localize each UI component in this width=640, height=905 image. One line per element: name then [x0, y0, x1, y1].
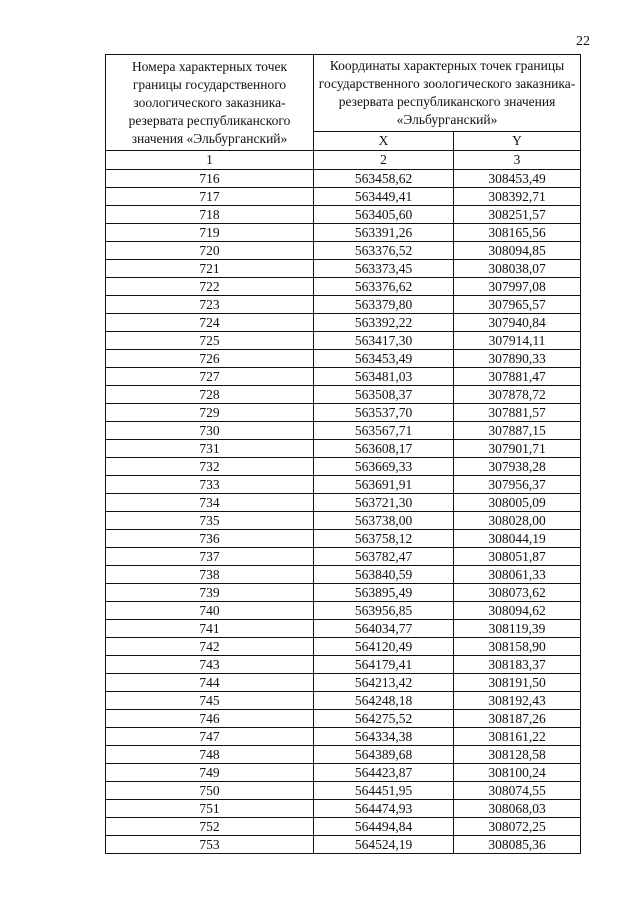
- table-row: [106, 692, 581, 710]
- y-coordinate-cell: 308192,43: [454, 692, 581, 710]
- x-coordinate-cell: 563758,12: [314, 530, 454, 548]
- y-coordinate-cell: 308072,25: [454, 818, 581, 836]
- x-coordinate-cell: 564213,42: [314, 674, 454, 692]
- table-row: [106, 746, 581, 764]
- table-row: [106, 548, 581, 566]
- table-row: [106, 494, 581, 512]
- x-coordinate-cell: 563458,62: [314, 170, 454, 188]
- x-coordinate-cell: 563840,59: [314, 566, 454, 584]
- table-row: [106, 332, 581, 350]
- x-coordinate-cell: 564275,52: [314, 710, 454, 728]
- point-number-cell: 742: [106, 638, 314, 656]
- point-number-cell: 733: [106, 476, 314, 494]
- y-coordinate-cell: 307887,15: [454, 422, 581, 440]
- point-number-cell: 750: [106, 782, 314, 800]
- table-row: [106, 656, 581, 674]
- x-coordinate-cell: 563453,49: [314, 350, 454, 368]
- column-number-2: 2: [314, 151, 454, 170]
- y-coordinate-cell: 308187,26: [454, 710, 581, 728]
- x-coordinate-cell: 563417,30: [314, 332, 454, 350]
- table-row: [106, 458, 581, 476]
- y-coordinate-cell: 307878,72: [454, 386, 581, 404]
- table-row: [106, 800, 581, 818]
- y-coordinate-cell: 308094,62: [454, 602, 581, 620]
- point-number-cell: 735: [106, 512, 314, 530]
- y-coordinate-cell: 308073,62: [454, 584, 581, 602]
- y-coordinate-cell: 307890,33: [454, 350, 581, 368]
- table-row: [106, 170, 581, 188]
- y-coordinate-cell: 307956,37: [454, 476, 581, 494]
- coordinates-table-body: [106, 55, 581, 854]
- y-coordinate-cell: 308161,22: [454, 728, 581, 746]
- point-number-cell: 718: [106, 206, 314, 224]
- point-number-cell: 741: [106, 620, 314, 638]
- x-coordinate-cell: 563537,70: [314, 404, 454, 422]
- header-point-numbers: Номера характерных точек границы государственного зоологического заказника-резервата республиканского значения «Эльбурганский»: [106, 55, 314, 151]
- y-coordinate-cell: 307940,84: [454, 314, 581, 332]
- table-row: [106, 386, 581, 404]
- y-coordinate-cell: 307997,08: [454, 278, 581, 296]
- point-number-cell: 728: [106, 386, 314, 404]
- y-coordinate-cell: 308119,39: [454, 620, 581, 638]
- y-coordinate-cell: 308183,37: [454, 656, 581, 674]
- table-row: [106, 404, 581, 422]
- point-number-cell: 732: [106, 458, 314, 476]
- point-number-cell: 730: [106, 422, 314, 440]
- table-row: [106, 566, 581, 584]
- point-number-cell: 747: [106, 728, 314, 746]
- header-y: Y: [454, 132, 581, 151]
- point-number-cell: 753: [106, 836, 314, 854]
- table-row: [106, 260, 581, 278]
- point-number-cell: 725: [106, 332, 314, 350]
- coordinates-table: [105, 54, 581, 854]
- x-coordinate-cell: 563376,52: [314, 242, 454, 260]
- point-number-cell: 748: [106, 746, 314, 764]
- y-coordinate-cell: 308128,58: [454, 746, 581, 764]
- header-coordinates: Координаты характерных точек границы государственного зоологического заказника-резервата республиканского значения «Эльбурганский»: [314, 55, 581, 132]
- column-number-3: 3: [454, 151, 581, 170]
- point-number-cell: 729: [106, 404, 314, 422]
- x-coordinate-cell: 563373,45: [314, 260, 454, 278]
- table-row: [106, 224, 581, 242]
- point-number-cell: 727: [106, 368, 314, 386]
- point-number-cell: 726: [106, 350, 314, 368]
- y-coordinate-cell: 308074,55: [454, 782, 581, 800]
- header-row: [106, 55, 581, 132]
- point-number-cell: 716: [106, 170, 314, 188]
- x-coordinate-cell: 563691,91: [314, 476, 454, 494]
- y-coordinate-cell: 308094,85: [454, 242, 581, 260]
- x-coordinate-cell: 564034,77: [314, 620, 454, 638]
- y-coordinate-cell: 308051,87: [454, 548, 581, 566]
- x-coordinate-cell: 563405,60: [314, 206, 454, 224]
- y-coordinate-cell: 308044,19: [454, 530, 581, 548]
- x-coordinate-cell: 564451,95: [314, 782, 454, 800]
- point-number-cell: 746: [106, 710, 314, 728]
- x-coordinate-cell: 564248,18: [314, 692, 454, 710]
- point-number-cell: 720: [106, 242, 314, 260]
- table-row: [106, 206, 581, 224]
- x-coordinate-cell: 563481,03: [314, 368, 454, 386]
- x-coordinate-cell: 564524,19: [314, 836, 454, 854]
- table-row: [106, 602, 581, 620]
- x-coordinate-cell: 564474,93: [314, 800, 454, 818]
- point-number-cell: 745: [106, 692, 314, 710]
- table-row: [106, 296, 581, 314]
- point-number-cell: 744: [106, 674, 314, 692]
- x-coordinate-cell: 563608,17: [314, 440, 454, 458]
- y-coordinate-cell: 308061,33: [454, 566, 581, 584]
- point-number-cell: 731: [106, 440, 314, 458]
- point-number-cell: 717: [106, 188, 314, 206]
- x-coordinate-cell: 564389,68: [314, 746, 454, 764]
- point-number-cell: 723: [106, 296, 314, 314]
- table-row: [106, 584, 581, 602]
- x-coordinate-cell: 563738,00: [314, 512, 454, 530]
- table-row: [106, 350, 581, 368]
- x-coordinate-cell: 564423,87: [314, 764, 454, 782]
- x-coordinate-cell: 563508,37: [314, 386, 454, 404]
- column-number-row: [106, 151, 581, 170]
- x-coordinate-cell: 563376,62: [314, 278, 454, 296]
- x-coordinate-cell: 563379,80: [314, 296, 454, 314]
- table-row: [106, 476, 581, 494]
- x-coordinate-cell: 564334,38: [314, 728, 454, 746]
- column-number-1: 1: [106, 151, 314, 170]
- x-coordinate-cell: 564179,41: [314, 656, 454, 674]
- y-coordinate-cell: 308158,90: [454, 638, 581, 656]
- table-row: [106, 818, 581, 836]
- table-row: [106, 764, 581, 782]
- x-coordinate-cell: 563895,49: [314, 584, 454, 602]
- y-coordinate-cell: 308392,71: [454, 188, 581, 206]
- table-row: [106, 422, 581, 440]
- point-number-cell: 734: [106, 494, 314, 512]
- table-row: [106, 242, 581, 260]
- point-number-cell: 743: [106, 656, 314, 674]
- point-number-cell: 749: [106, 764, 314, 782]
- table-row: [106, 728, 581, 746]
- point-number-cell: 738: [106, 566, 314, 584]
- table-row: [106, 638, 581, 656]
- header-x: X: [314, 132, 454, 151]
- table-row: [106, 440, 581, 458]
- y-coordinate-cell: 308085,36: [454, 836, 581, 854]
- point-number-cell: 737: [106, 548, 314, 566]
- y-coordinate-cell: 307914,11: [454, 332, 581, 350]
- table-row: [106, 836, 581, 854]
- x-coordinate-cell: 563721,30: [314, 494, 454, 512]
- y-coordinate-cell: 308028,00: [454, 512, 581, 530]
- y-coordinate-cell: 307901,71: [454, 440, 581, 458]
- table-row: [106, 710, 581, 728]
- x-coordinate-cell: 563669,33: [314, 458, 454, 476]
- point-number-cell: 722: [106, 278, 314, 296]
- page-number: 22: [576, 34, 590, 49]
- x-coordinate-cell: 563392,22: [314, 314, 454, 332]
- y-coordinate-cell: 308191,50: [454, 674, 581, 692]
- y-coordinate-cell: 307881,57: [454, 404, 581, 422]
- table-row: [106, 368, 581, 386]
- table-row: [106, 782, 581, 800]
- table-row: [106, 188, 581, 206]
- x-coordinate-cell: 563391,26: [314, 224, 454, 242]
- table-row: [106, 530, 581, 548]
- y-coordinate-cell: 308005,09: [454, 494, 581, 512]
- table-row: [106, 674, 581, 692]
- point-number-cell: 736: [106, 530, 314, 548]
- point-number-cell: 740: [106, 602, 314, 620]
- y-coordinate-cell: 308038,07: [454, 260, 581, 278]
- y-coordinate-cell: 308165,56: [454, 224, 581, 242]
- point-number-cell: 739: [106, 584, 314, 602]
- point-number-cell: 724: [106, 314, 314, 332]
- table-row: [106, 512, 581, 530]
- point-number-cell: 719: [106, 224, 314, 242]
- x-coordinate-cell: 563449,41: [314, 188, 454, 206]
- y-coordinate-cell: 307881,47: [454, 368, 581, 386]
- point-number-cell: 751: [106, 800, 314, 818]
- y-coordinate-cell: 308100,24: [454, 764, 581, 782]
- point-number-cell: 721: [106, 260, 314, 278]
- x-coordinate-cell: 564494,84: [314, 818, 454, 836]
- x-coordinate-cell: 563956,85: [314, 602, 454, 620]
- x-coordinate-cell: 564120,49: [314, 638, 454, 656]
- point-number-cell: 752: [106, 818, 314, 836]
- y-coordinate-cell: 308251,57: [454, 206, 581, 224]
- table-row: [106, 278, 581, 296]
- x-coordinate-cell: 563567,71: [314, 422, 454, 440]
- x-coordinate-cell: 563782,47: [314, 548, 454, 566]
- y-coordinate-cell: 307965,57: [454, 296, 581, 314]
- y-coordinate-cell: 308068,03: [454, 800, 581, 818]
- y-coordinate-cell: 308453,49: [454, 170, 581, 188]
- table-row: [106, 620, 581, 638]
- table-row: [106, 314, 581, 332]
- y-coordinate-cell: 307938,28: [454, 458, 581, 476]
